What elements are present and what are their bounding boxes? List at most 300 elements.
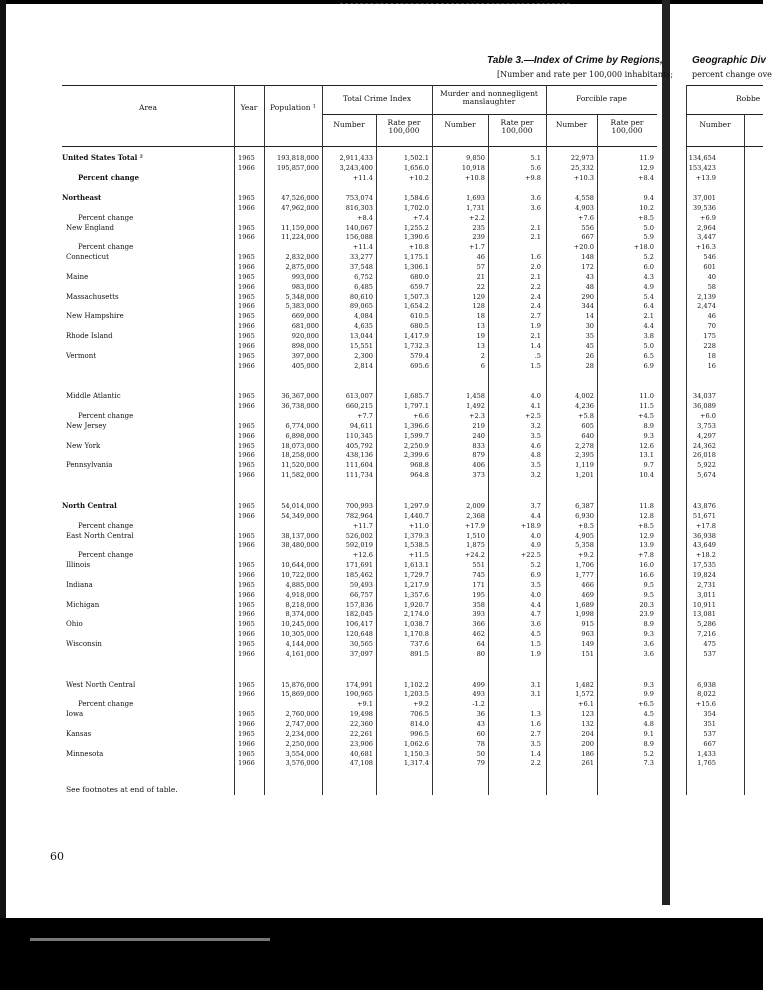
cell-year: 1965 (238, 154, 255, 162)
cell-tr: 1,797.1 (403, 402, 429, 411)
cell-tr: 706.5 (410, 710, 429, 719)
cell-rr: 5.2 (643, 749, 654, 758)
cell-pop: 4,144,000 (285, 639, 319, 648)
cell-rn: +7.6 (577, 213, 594, 222)
cell-mn: 235 (472, 223, 485, 232)
cell-rn: 2,278 (575, 441, 594, 450)
cell-mr: 3.2 (530, 471, 541, 480)
row-area-label: Percent change (78, 213, 134, 222)
cell-rn: +6.1 (577, 700, 594, 709)
cell-year: 1965 (238, 729, 255, 738)
cell-rr: 8.9 (643, 620, 654, 629)
cell-mn: 2,009 (466, 502, 485, 510)
row-area-label: East North Central (66, 531, 134, 540)
cell-rn: 35 (585, 331, 594, 340)
cell-rr: 9.5 (643, 590, 654, 599)
cell-mr: 3.5 (530, 461, 541, 470)
cell-rr: 10.2 (639, 203, 654, 212)
row-area-label: Iowa (66, 710, 84, 719)
cell-rn: 6,387 (575, 502, 594, 510)
cell-tn: 700,993 (345, 502, 373, 510)
cell-rn: 640 (581, 431, 594, 440)
cell-bn: 4,297 (697, 431, 716, 440)
cell-mr: .5 (534, 351, 541, 360)
cell-mn: +1.7 (468, 243, 485, 252)
cell-year: 1966 (238, 431, 255, 440)
cell-mr: 3.2 (530, 421, 541, 430)
cell-tn: 89,065 (349, 302, 373, 311)
cell-mn: 57 (476, 263, 485, 271)
cell-pop: 993,000 (291, 272, 319, 281)
cell-bn: 2,474 (697, 302, 716, 311)
cell-mn: 46 (476, 253, 485, 262)
continued-table-subtitle: percent change ove (692, 70, 772, 79)
cell-year: 1965 (238, 441, 255, 450)
cell-tn: 140,067 (345, 223, 373, 232)
cell-tr: 1,217.9 (403, 580, 429, 589)
cell-tr: 1,357.6 (403, 590, 429, 599)
cell-tn: 80,610 (349, 292, 373, 301)
header-total-rate: Rate per 100,000 (387, 118, 421, 135)
cell-bn: 351 (703, 720, 716, 728)
cell-tr: 1,507.3 (403, 292, 429, 301)
cell-tn: 2,300 (354, 351, 373, 360)
cell-mr: +18.9 (520, 521, 541, 530)
cell-rn: 172 (581, 263, 594, 271)
cell-year: 1965 (238, 392, 255, 401)
cell-bn: 6,938 (697, 680, 716, 689)
cell-tn: 22,360 (349, 720, 373, 728)
cell-bn: 354 (703, 710, 716, 719)
cell-year: 1965 (238, 351, 255, 360)
cell-rr: 9.3 (643, 630, 654, 639)
cell-mr: 1.9 (530, 322, 541, 331)
cell-bn: 24,362 (692, 441, 716, 450)
row-area-label: Massachusetts (66, 292, 119, 301)
cell-rr: 8.9 (643, 421, 654, 430)
cell-mn: 2 (480, 351, 485, 360)
cell-bn: 475 (703, 639, 716, 648)
cell-tr: 1,396.6 (403, 421, 429, 430)
cell-year: 1966 (238, 610, 255, 619)
cell-mr: 2.1 (530, 272, 541, 281)
cell-rr: 11.9 (639, 154, 654, 162)
cell-rn: 48 (585, 282, 594, 291)
cell-tr: 2,399.6 (403, 451, 429, 460)
cell-pop: 6,898,000 (285, 431, 319, 440)
cell-mr: 3.7 (530, 502, 541, 510)
cell-mn: 406 (472, 461, 485, 470)
row-area-label: Percent change (78, 172, 140, 182)
cell-mn: 64 (476, 639, 485, 648)
cell-tr: 814.0 (410, 720, 429, 728)
cell-rr: 2.1 (643, 312, 654, 321)
cell-mn: 499 (472, 680, 485, 689)
cell-tr: 1,379.3 (403, 531, 429, 540)
cell-rn: 290 (581, 292, 594, 301)
cell-mr: 3.1 (530, 680, 541, 689)
cell-year: 1965 (238, 331, 255, 340)
cell-mr: 1.5 (530, 639, 541, 648)
cell-rr: 9.1 (643, 729, 654, 738)
cell-rr: 13.9 (639, 541, 654, 550)
cell-bn: 18 (707, 351, 716, 360)
cell-mr: 3.1 (530, 690, 541, 699)
cell-mr: 2.1 (530, 331, 541, 340)
cell-bn: +6.0 (699, 412, 716, 421)
cell-mn: 373 (472, 471, 485, 480)
cell-pop: 5,383,000 (285, 302, 319, 311)
cell-bn: 37,001 (692, 194, 716, 203)
cell-rn: 123 (581, 710, 594, 719)
cell-pop: 920,000 (291, 331, 319, 340)
cell-rn: 22,973 (570, 154, 594, 162)
cell-tn: 660,215 (345, 402, 373, 411)
row-area-label: Michigan (66, 600, 100, 609)
cell-bn: 667 (703, 739, 716, 748)
cell-tn: +11.4 (352, 243, 373, 252)
cell-rn: 14 (585, 312, 594, 321)
cell-mr: 2.1 (530, 223, 541, 232)
cell-mr: 1.5 (530, 361, 541, 370)
cell-tr: 2,174.0 (403, 610, 429, 619)
cell-tr: 1,702.0 (403, 203, 429, 212)
cell-tr: 1,729.7 (403, 570, 429, 579)
cell-mn: 79 (476, 759, 485, 768)
cell-year: 1966 (238, 203, 255, 212)
cell-tn: 156,088 (345, 233, 373, 242)
cell-year: 1966 (238, 570, 255, 579)
cell-rr: 5.9 (643, 233, 654, 242)
table-title: Table 3.—Index of Crime by Regions, (487, 55, 663, 66)
row-area-label: North Central (62, 501, 117, 510)
cell-tn: +9.1 (356, 700, 373, 709)
cell-year: 1966 (238, 541, 255, 550)
cell-rn: +9.2 (577, 551, 594, 560)
cell-rn: 26 (585, 351, 594, 360)
cell-rn: +5.8 (577, 412, 594, 421)
cell-year: 1966 (238, 630, 255, 639)
row-area-label: Percent change (78, 412, 134, 421)
cell-pop: 4,885,000 (285, 580, 319, 589)
cell-tn: 171,691 (345, 561, 373, 570)
cell-tn: 592,019 (345, 541, 373, 550)
cell-mr: 4.5 (530, 630, 541, 639)
header-murder-number: Number (444, 120, 476, 129)
cell-mr: 5.2 (530, 561, 541, 570)
cell-mr: 6.9 (530, 570, 541, 579)
cell-tr: +11.0 (408, 521, 429, 530)
cell-tr: 968.8 (410, 461, 429, 470)
cell-mn: 366 (472, 620, 485, 629)
row-area-label: Maine (66, 272, 89, 281)
cell-pop: 54,014,000 (281, 502, 319, 510)
cell-rr: 12.6 (639, 441, 654, 450)
cell-tn: 405,792 (345, 441, 373, 450)
cell-mn: 1,693 (466, 194, 485, 203)
cell-pop: 18,258,000 (281, 451, 319, 460)
cell-tn: 782,964 (345, 511, 373, 520)
cell-mr: 3.6 (530, 620, 541, 629)
cell-mn: 879 (472, 451, 485, 460)
cell-pop: 47,526,000 (281, 194, 319, 203)
cell-rr: 4.3 (643, 272, 654, 281)
cell-rr: +7.8 (637, 551, 654, 560)
cell-bn: 8,022 (697, 690, 716, 699)
cell-mn: 43 (476, 720, 485, 728)
cell-bn: 5,922 (697, 461, 716, 470)
cell-mr: 4.4 (530, 600, 541, 609)
cell-pop: 898,000 (291, 341, 319, 350)
cell-bn: 36,089 (692, 402, 716, 411)
header-population: Population ¹ (270, 103, 316, 112)
cell-tr: 1,255.2 (403, 223, 429, 232)
cell-tn: 6,752 (354, 272, 373, 281)
cell-tn: 22,261 (349, 729, 373, 738)
cell-mn: 551 (472, 561, 485, 570)
cell-bn: 228 (703, 341, 716, 350)
cell-tn: 66,757 (349, 590, 373, 599)
cell-mr: 4.0 (530, 531, 541, 540)
cell-tn: 106,417 (345, 620, 373, 629)
cell-tr: 2,250.9 (403, 441, 429, 450)
cell-mn: 1,731 (466, 203, 485, 212)
cell-year: 1966 (238, 759, 255, 768)
cell-rr: 6.0 (643, 263, 654, 271)
cell-tr: 680.5 (410, 322, 429, 331)
cell-tr: 1,656.0 (403, 163, 429, 172)
cell-tr: 1,062.6 (403, 739, 429, 748)
footnote: See footnotes at end of table. (66, 785, 178, 794)
cell-rr: 4.5 (643, 710, 654, 719)
cell-pop: 195,857,000 (277, 163, 319, 172)
col-rule-robbery-rate (744, 114, 745, 795)
scan-left-edge (0, 0, 6, 920)
cell-tn: 2,911,433 (339, 154, 373, 162)
cell-mn: +2.3 (468, 412, 485, 421)
cell-year: 1965 (238, 272, 255, 281)
page-number: 60 (50, 850, 64, 863)
cell-year: 1966 (238, 739, 255, 748)
cell-year: 1966 (238, 451, 255, 460)
row-area-label: New England (66, 223, 114, 232)
cell-mn: +2.2 (468, 213, 485, 222)
row-area-label: Middle Atlantic (66, 392, 121, 401)
cell-mr: 3.5 (530, 580, 541, 589)
cell-rn: 4,903 (575, 203, 594, 212)
cell-pop: 10,644,000 (281, 561, 319, 570)
cell-tn: 19,498 (349, 710, 373, 719)
cell-rn: +20.0 (573, 243, 594, 252)
row-area-label: New York (66, 441, 101, 450)
header-mid-rule-cont (686, 114, 763, 115)
cell-tn: 526,002 (345, 531, 373, 540)
cell-rn: 469 (581, 590, 594, 599)
cell-tr: +7.4 (412, 213, 429, 222)
cell-rr: 9.4 (643, 194, 654, 203)
cell-year: 1966 (238, 322, 255, 331)
cell-mr: 2.7 (530, 729, 541, 738)
cell-mn: 10,918 (461, 163, 485, 172)
row-area-label: Kansas (66, 729, 92, 738)
cell-bn: 5,674 (697, 471, 716, 480)
cell-bn: 43,876 (692, 502, 716, 510)
cell-pop: 38,137,000 (281, 531, 319, 540)
cell-rn: 204 (581, 729, 594, 738)
cell-mr: 1.3 (530, 710, 541, 719)
cell-rr: +6.5 (637, 700, 654, 709)
cell-pop: 2,234,000 (285, 729, 319, 738)
cell-rr: +8.4 (637, 173, 654, 182)
cell-mr: 2.1 (530, 233, 541, 242)
row-area-label: Percent change (78, 551, 134, 560)
cell-tn: 157,836 (345, 600, 373, 609)
cell-pop: 405,000 (291, 361, 319, 370)
cell-pop: 681,000 (291, 322, 319, 331)
cell-mn: 493 (472, 690, 485, 699)
cell-mn: 36 (476, 710, 485, 719)
cell-rr: 3.8 (643, 331, 654, 340)
cell-tr: 1,732.3 (403, 341, 429, 350)
cell-bn: 16 (707, 361, 716, 370)
cell-rn: 5,358 (575, 541, 594, 550)
cell-rr: 4.4 (643, 322, 654, 331)
cell-tn: 40,681 (349, 749, 373, 758)
cell-tr: 996.5 (410, 729, 429, 738)
cell-bn: 5,286 (697, 620, 716, 629)
cell-mr: 4.0 (530, 392, 541, 401)
cell-tr: 659.7 (410, 282, 429, 291)
cell-tn: 4,084 (354, 312, 373, 321)
row-area-label: Pennsylvania (66, 461, 113, 470)
row-area-label: Percent change (78, 521, 134, 530)
row-area-label: Percent change (78, 243, 134, 252)
cell-mr: 2.7 (530, 312, 541, 321)
cell-tn: 110,345 (345, 431, 373, 440)
cell-mn: 50 (476, 749, 485, 758)
cell-rr: 6.9 (643, 361, 654, 370)
cell-rn: 149 (581, 639, 594, 648)
cell-tn: +11.7 (352, 521, 373, 530)
cell-tn: 120,648 (345, 630, 373, 639)
cell-rr: 5.0 (643, 223, 654, 232)
scan-bottom-band (0, 918, 763, 990)
cell-mn: 1,510 (466, 531, 485, 540)
cell-rn: 466 (581, 580, 594, 589)
cell-bn: 2,731 (697, 580, 716, 589)
cell-pop: 11,224,000 (281, 233, 319, 242)
cell-rr: 3.6 (643, 649, 654, 658)
cell-pop: 983,000 (291, 282, 319, 291)
cell-mr: 4.8 (530, 451, 541, 460)
cell-rr: +8.5 (637, 521, 654, 530)
cell-mr: 4.9 (530, 541, 541, 550)
cell-tn: 3,243,400 (339, 163, 373, 172)
cell-tr: 1,654.2 (403, 302, 429, 311)
cell-tn: 2,814 (354, 361, 373, 370)
cell-bn: 26,018 (692, 451, 716, 460)
cell-tn: 613,007 (345, 392, 373, 401)
cell-tn: 182,045 (345, 610, 373, 619)
cell-tn: 94,611 (349, 421, 373, 430)
header-area: Area (139, 103, 157, 112)
cell-year: 1966 (238, 590, 255, 599)
cell-mn: 833 (472, 441, 485, 450)
cell-mr: 4.4 (530, 511, 541, 520)
cell-rn: +10.3 (573, 173, 594, 182)
cell-rr: 20.3 (639, 600, 654, 609)
cell-pop: 8,218,000 (285, 600, 319, 609)
cell-mr: 4.7 (530, 610, 541, 619)
cell-tr: 1,203.5 (403, 690, 429, 699)
cell-bn: 34,037 (692, 392, 716, 401)
cell-mn: 1,492 (466, 402, 485, 411)
cell-bn: 601 (703, 263, 716, 271)
cell-year: 1966 (238, 361, 255, 370)
cell-mr: 1.6 (530, 253, 541, 262)
cell-pop: 36,367,000 (281, 392, 319, 401)
cell-year: 1965 (238, 580, 255, 589)
cell-tn: 816,303 (345, 203, 373, 212)
cell-mn: 128 (472, 302, 485, 311)
header-top-rule (62, 85, 657, 86)
cell-pop: 3,576,000 (285, 759, 319, 768)
cell-tr: 680.0 (410, 272, 429, 281)
cell-tr: 1,150.3 (403, 749, 429, 758)
cell-year: 1965 (238, 253, 255, 262)
cell-rn: 45 (585, 341, 594, 350)
cell-mn: -1.2 (472, 700, 485, 709)
cell-tn: 37,097 (349, 649, 373, 658)
cell-mr: 1.4 (530, 341, 541, 350)
cell-bn: +15.6 (695, 700, 716, 709)
cell-mn: 129 (472, 292, 485, 301)
cell-rn: 4,236 (575, 402, 594, 411)
cell-tr: 610.5 (410, 312, 429, 321)
cell-tn: +8.4 (356, 213, 373, 222)
cell-rr: 5.2 (643, 253, 654, 262)
cell-rr: 3.6 (643, 639, 654, 648)
cell-pop: 15,869,000 (281, 690, 319, 699)
header-bottom-rule (62, 146, 657, 147)
cell-tr: 1,440.7 (403, 511, 429, 520)
cell-tr: 1,297.9 (403, 502, 429, 510)
cell-pop: 10,245,000 (281, 620, 319, 629)
cell-rr: 12.9 (639, 531, 654, 540)
header-murder-rate: Rate per 100,000 (500, 118, 534, 135)
row-area-label: Percent change (78, 700, 134, 709)
cell-tn: 438,136 (345, 451, 373, 460)
cell-rn: 132 (581, 720, 594, 728)
header-murder: Murder and nonnegligent manslaughter (440, 89, 538, 106)
cell-mn: 240 (472, 431, 485, 440)
cell-year: 1966 (238, 233, 255, 242)
cell-mr: 4.0 (530, 590, 541, 599)
cell-mn: 6 (480, 361, 485, 370)
cell-tr: 1,170.8 (403, 630, 429, 639)
cell-bn: 58 (707, 282, 716, 291)
cell-year: 1965 (238, 421, 255, 430)
cell-rr: 4.8 (643, 720, 654, 728)
cell-mn: 60 (476, 729, 485, 738)
cell-rn: 186 (581, 749, 594, 758)
cell-rn: 151 (581, 649, 594, 658)
cell-rr: 11.0 (639, 392, 654, 401)
cell-mn: 745 (472, 570, 485, 579)
cell-bn: 36,938 (692, 531, 716, 540)
cell-rn: 2,395 (575, 451, 594, 460)
cell-bn: +16.3 (695, 243, 716, 252)
